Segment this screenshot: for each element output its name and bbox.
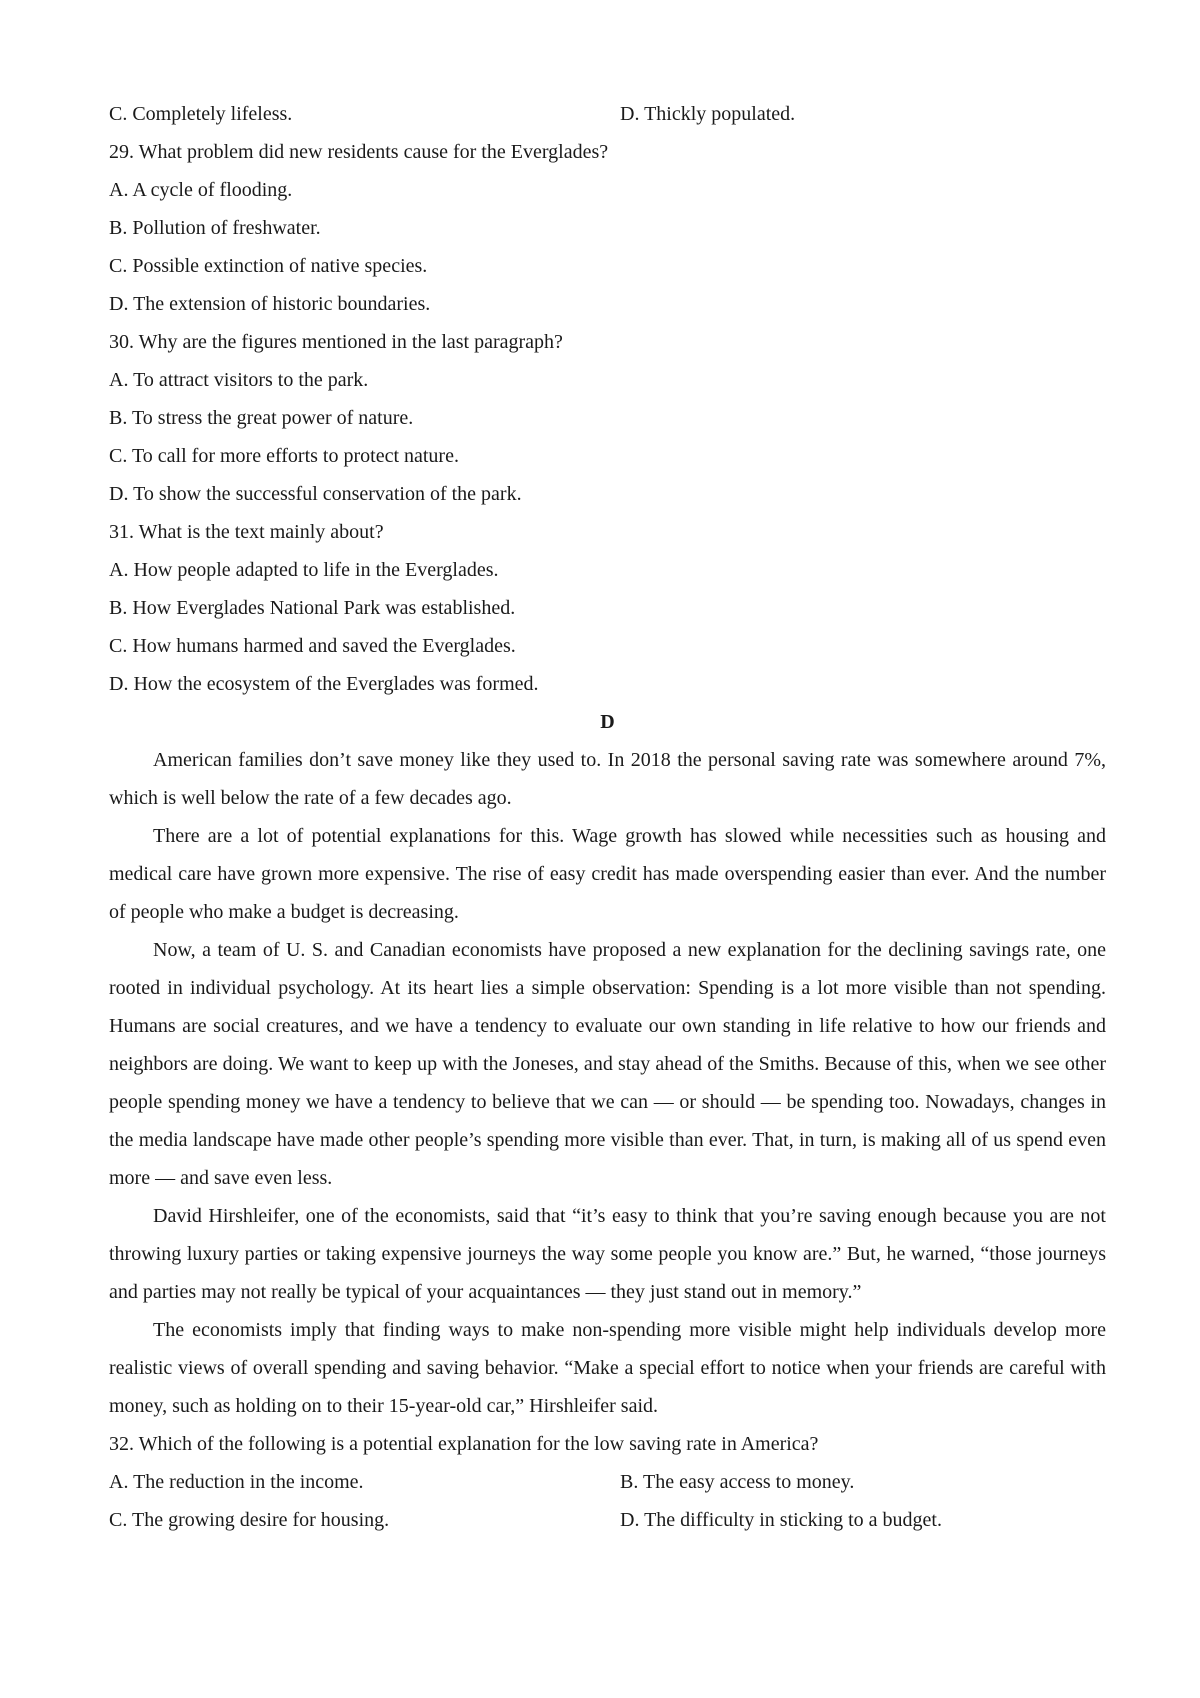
q32-option-d: D. The difficulty in sticking to a budget. bbox=[620, 1509, 942, 1531]
q32-options-row-2 bbox=[109, 1501, 1106, 1539]
q28-option-c: C. Completely lifeless. bbox=[109, 103, 293, 125]
q31-option-c: C. How humans harmed and saved the Everglades. bbox=[109, 635, 516, 657]
exam-page bbox=[109, 95, 1106, 1539]
q29-option-b: B. Pollution of freshwater. bbox=[109, 217, 321, 239]
q29-option-c: C. Possible extinction of native species. bbox=[109, 255, 428, 277]
q32-question: 32. Which of the following is a potential explanation for the low saving rate in America? bbox=[109, 1433, 819, 1455]
q28-option-d: D. Thickly populated. bbox=[620, 103, 796, 125]
q32-options-row-1 bbox=[109, 1463, 1106, 1501]
q30-question: 30. Why are the figures mentioned in the last paragraph? bbox=[109, 331, 563, 353]
q32-option-c: C. The growing desire for housing. bbox=[109, 1509, 390, 1531]
q31-question: 31. What is the text mainly about? bbox=[109, 521, 384, 543]
q32-option-b: B. The easy access to money. bbox=[620, 1471, 855, 1493]
q30-option-a: A. To attract visitors to the park. bbox=[109, 369, 369, 391]
passage-paragraph-3: Now, a team of U. S. and Canadian economists have proposed a new explanation for the declining savings rate, one rooted in individual psychology. At its heart lies a simple observation: Spending is a lot more visible than not spending. Humans are social creatures, and we have a tendency to evaluate our own standing in life relative to how our friends and neighbors are doing. We want to keep up with the Joneses, and stay ahead of the Smiths. Because of this, when we see other people spending money we have a tendency to believe that we can — or should — be spending too. Nowadays, changes in the media landscape have made other people’s spending more visible than ever. That, in turn, is making all of us spend even more — and save even less. bbox=[109, 939, 1106, 1189]
q29-option-a: A. A cycle of flooding. bbox=[109, 179, 293, 201]
q29-option-d: D. The extension of historic boundaries. bbox=[109, 293, 431, 315]
q32-option-a: A. The reduction in the income. bbox=[109, 1471, 364, 1493]
q30-option-c: C. To call for more efforts to protect nature. bbox=[109, 445, 459, 467]
q31-option-d: D. How the ecosystem of the Everglades was formed. bbox=[109, 673, 539, 695]
passage-paragraph-5: The economists imply that finding ways to make non-spending more visible might help individuals develop more realistic views of overall spending and saving behavior. “Make a special effort to notice when your friends are careful with money, such as holding on to their 15-year-old car,” Hirshleifer said. bbox=[109, 1319, 1106, 1417]
q31-option-b: B. How Everglades National Park was established. bbox=[109, 597, 516, 619]
q31-option-a: A. How people adapted to life in the Everglades. bbox=[109, 559, 499, 581]
q28-options-row bbox=[109, 95, 1106, 133]
section-d-heading: D bbox=[600, 711, 615, 733]
q29-question: 29. What problem did new residents cause for the Everglades? bbox=[109, 141, 609, 163]
passage-paragraph-2: There are a lot of potential explanations for this. Wage growth has slowed while necessities such as housing and medical care have grown more expensive. The rise of easy credit has made overspending easier than ever. And the number of people who make a budget is decreasing. bbox=[109, 825, 1106, 923]
q30-option-d: D. To show the successful conservation of the park. bbox=[109, 483, 522, 505]
passage-paragraph-1: American families don’t save money like they used to. In 2018 the personal saving rate was somewhere around 7%, which is well below the rate of a few decades ago. bbox=[109, 749, 1106, 809]
passage-paragraph-4: David Hirshleifer, one of the economists, said that “it’s easy to think that you’re saving enough because you are not throwing luxury parties or taking expensive journeys the way some people you know are.” But, he warned, “those journeys and parties may not really be typical of your acquaintances — they just stand out in memory.” bbox=[109, 1205, 1106, 1303]
q30-option-b: B. To stress the great power of nature. bbox=[109, 407, 414, 429]
